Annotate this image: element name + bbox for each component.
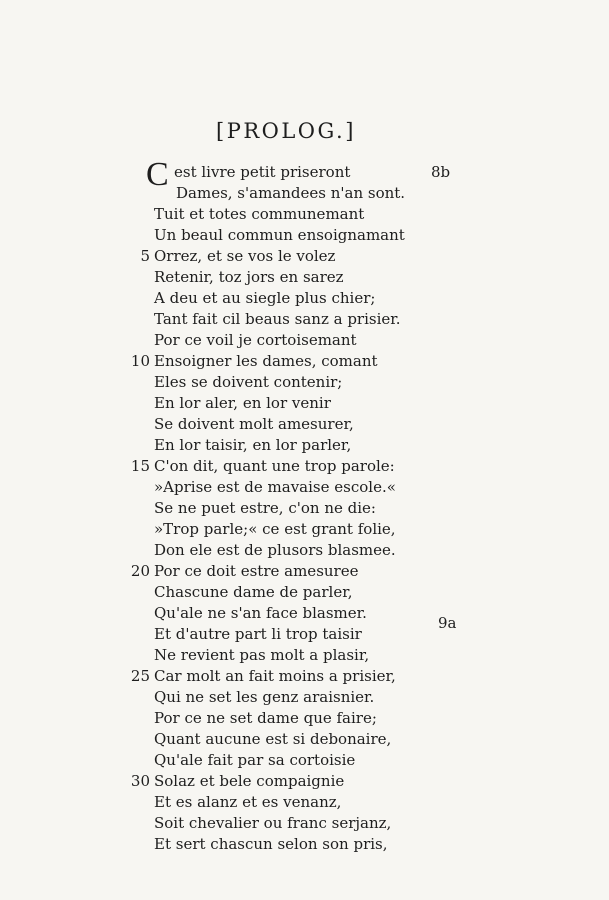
folio-note-9a: 9a xyxy=(438,614,457,632)
verse-line xyxy=(0,708,609,729)
verse-text: Tant fait cil beaus sanz a prisier. xyxy=(154,310,401,328)
verse-text: Qu'ale ne s'an face blasmer. xyxy=(154,604,367,622)
verse-text: En lor aler, en lor venir xyxy=(154,394,331,412)
line-number: 30 xyxy=(130,772,150,790)
verse-text: Se ne puet estre, c'on ne die: xyxy=(154,499,376,517)
verse-text: Por ce ne set dame que faire; xyxy=(154,709,377,727)
verse-line xyxy=(0,834,609,855)
verse-text: »Trop parle;« ce est grant folie, xyxy=(154,520,396,538)
verse-line xyxy=(0,204,609,225)
verse-line xyxy=(0,183,609,204)
verse-text: Soit chevalier ou franc serjanz, xyxy=(154,814,392,832)
drop-cap: C xyxy=(146,156,169,193)
verse-line xyxy=(0,162,609,183)
verse-text: Se doivent molt amesurer, xyxy=(154,415,354,433)
verse-line xyxy=(0,624,609,645)
verse-text: Qui ne set les genz araisnier. xyxy=(154,688,375,706)
verse-line xyxy=(0,771,609,792)
verse-line xyxy=(0,309,609,330)
verse-line xyxy=(0,414,609,435)
verse-line xyxy=(0,582,609,603)
verse-line xyxy=(0,225,609,246)
verse-line xyxy=(0,498,609,519)
verse-text: Por ce doit estre amesuree xyxy=(154,562,359,580)
verse-text: est livre petit priseront xyxy=(174,163,351,181)
verse-text: Et d'autre part li trop taisir xyxy=(154,625,362,643)
verse-line xyxy=(0,561,609,582)
line-number: 10 xyxy=(130,352,150,370)
verse-line xyxy=(0,246,609,267)
verse-text: Retenir, toz jors en sarez xyxy=(154,268,344,286)
verse-text: Car molt an fait moins a prisier, xyxy=(154,667,396,685)
verse-text: Dames, s'amandees n'an sont. xyxy=(176,184,406,202)
verse-text: Un beaul commun ensoignamant xyxy=(154,226,405,244)
verse-text: C'on dit, quant une trop parole: xyxy=(154,457,395,475)
verse-line xyxy=(0,288,609,309)
verse-line xyxy=(0,330,609,351)
line-number: 25 xyxy=(130,667,150,685)
verse-text: Quant aucune est si debonaire, xyxy=(154,730,392,748)
verse-line xyxy=(0,435,609,456)
line-number: 15 xyxy=(130,457,150,475)
verse-text: Ne revient pas molt a plasir, xyxy=(154,646,370,664)
verse-line xyxy=(0,666,609,687)
verse-line xyxy=(0,351,609,372)
verse-text: Et es alanz et es venanz, xyxy=(154,793,342,811)
verse-text: Ensoigner les dames, comant xyxy=(154,352,378,370)
verse-line xyxy=(0,645,609,666)
line-number: 5 xyxy=(140,247,150,265)
verse-line xyxy=(0,372,609,393)
verse-text: En lor taisir, en lor parler, xyxy=(154,436,352,454)
verse-text: Chascune dame de parler, xyxy=(154,583,353,601)
verse-text: Tuit et totes communemant xyxy=(154,205,365,223)
section-heading: [PROLOG.] xyxy=(216,119,356,143)
verse-line xyxy=(0,477,609,498)
verse-line xyxy=(0,603,609,624)
verse-text: »Aprise est de mavaise escole.« xyxy=(154,478,396,496)
verse-text: A deu et au siegle plus chier; xyxy=(154,289,376,307)
verse-line xyxy=(0,267,609,288)
verse-line xyxy=(0,792,609,813)
verse-text: Don ele est de plusors blasmee. xyxy=(154,541,396,559)
verse-line xyxy=(0,813,609,834)
folio-note-8b: 8b xyxy=(431,163,451,181)
verse-line xyxy=(0,540,609,561)
verse-line xyxy=(0,750,609,771)
verse-text: Solaz et bele compaignie xyxy=(154,772,345,790)
verse-text: Por ce voil je cortoisemant xyxy=(154,331,357,349)
verse-line xyxy=(0,393,609,414)
verse-line xyxy=(0,456,609,477)
line-number: 20 xyxy=(130,562,150,580)
verse-text: Orrez, et se vos le volez xyxy=(154,247,336,265)
verse-text: Et sert chascun selon son pris, xyxy=(154,835,388,853)
verse-text: Eles se doivent contenir; xyxy=(154,373,343,391)
verse-text: Qu'ale fait par sa cortoisie xyxy=(154,751,356,769)
verse-line xyxy=(0,729,609,750)
verse-line xyxy=(0,519,609,540)
verse-line xyxy=(0,687,609,708)
